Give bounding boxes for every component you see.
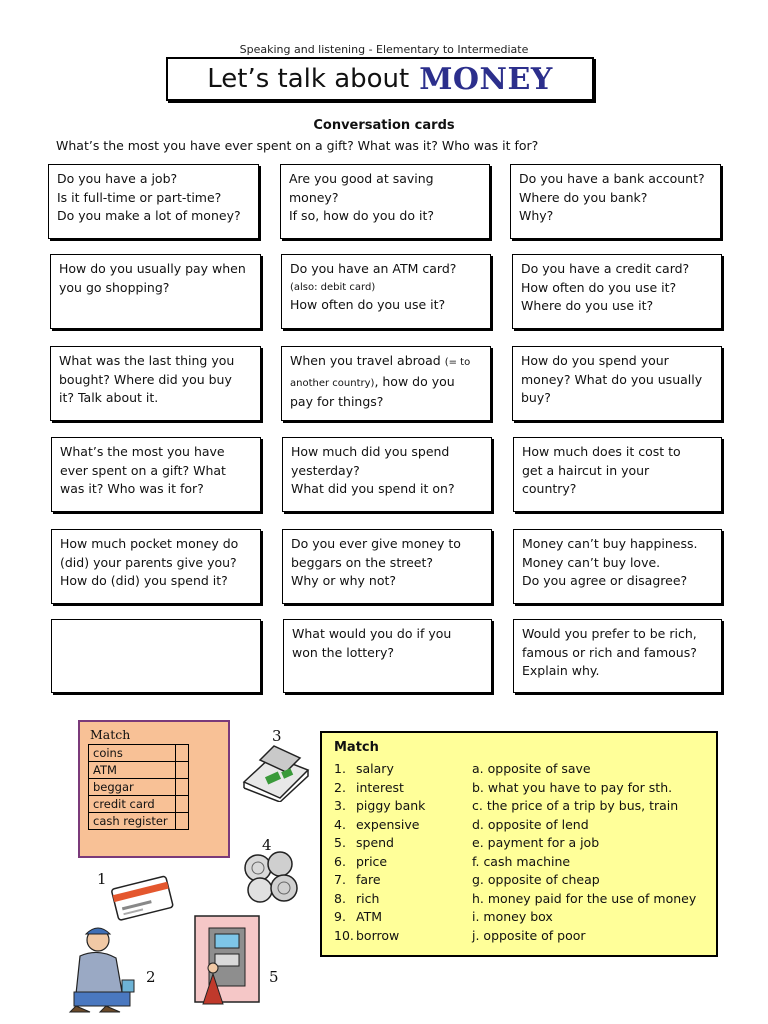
match-number: 4. <box>334 816 346 832</box>
picture-number: 3 <box>272 727 282 745</box>
match-item: coins <box>89 745 176 762</box>
beggar-icon <box>66 920 150 1016</box>
match-definition: d. opposite of lend <box>472 816 589 832</box>
conversation-card: What’s the most you have ever spent on a gift? What was it? Who was it for? <box>51 437 261 512</box>
card-note: (also: debit card) <box>290 281 376 293</box>
page-title-accent: MONEY <box>419 61 553 97</box>
match-word: salary <box>356 761 394 776</box>
card-line: Do you have an ATM card? <box>290 261 457 276</box>
picture-number: 5 <box>269 968 279 986</box>
match-definition: f. cash machine <box>472 853 571 869</box>
match-row <box>334 908 553 927</box>
match-word: borrow <box>356 927 400 943</box>
picture-number: 1 <box>97 870 107 888</box>
credit-card-icon <box>108 872 178 922</box>
match-number: 9. <box>334 909 346 924</box>
conversation-card-blank <box>51 619 261 693</box>
card-note: (= to <box>444 357 471 368</box>
conversation-card: How much does it cost to get a haircut in your country? <box>513 437 722 512</box>
match-definition: a. opposite of save <box>472 761 591 776</box>
conversation-card <box>281 346 491 421</box>
answer-cell[interactable] <box>176 762 189 779</box>
card-text: When you travel abroad <box>290 353 445 368</box>
conversation-card: Do you have a job? Is it full-time or part-time? Do you make a lot of money? <box>48 164 259 239</box>
word-match-box <box>320 731 718 957</box>
page-title: Let’s talk about <box>207 64 410 94</box>
match-row <box>334 779 672 798</box>
answer-cell[interactable] <box>176 779 189 796</box>
table-row <box>89 762 189 779</box>
match-word: rich <box>356 890 380 906</box>
conversation-card: How do you usually pay when you go shopping? <box>50 254 261 329</box>
match-row <box>334 890 696 909</box>
match-word: interest <box>356 779 404 795</box>
answer-cell[interactable] <box>176 813 189 830</box>
conversation-card: What was the last thing you bought? Where did you buy it? Talk about it. <box>50 346 261 421</box>
card-note: another country) <box>290 377 375 389</box>
match-definition: i. money box <box>472 909 553 924</box>
worksheet-subtitle: Speaking and listening - Elementary to Intermediate <box>239 43 529 56</box>
word-match-title: Match <box>334 740 379 755</box>
conversation-card <box>281 254 491 329</box>
match-definition: e. payment for a job <box>472 835 600 850</box>
conversation-card: How much pocket money do (did) your parents give you? How do (did) you spend it? <box>51 529 261 604</box>
match-item: beggar <box>89 779 176 796</box>
match-number: 7. <box>334 872 346 887</box>
match-number: 8. <box>334 890 346 906</box>
match-word: expensive <box>356 816 420 832</box>
table-row <box>89 779 189 796</box>
picture-match-box <box>78 720 230 858</box>
card-text: , how do you <box>374 373 455 389</box>
match-item: cash register <box>89 813 176 830</box>
match-number: 3. <box>334 798 346 813</box>
card-line <box>290 352 482 373</box>
match-number: 10. <box>334 927 354 943</box>
match-word: ATM <box>356 909 383 924</box>
conversation-card: Do you have a credit card? How often do you use it? Where do you use it? <box>512 254 722 329</box>
conversation-card: Do you ever give money to beggars on the street? Why or why not? <box>282 529 492 604</box>
match-row <box>334 853 570 872</box>
cash-register-icon <box>240 740 312 802</box>
match-row <box>334 927 586 946</box>
section-title: Conversation cards <box>313 118 455 133</box>
answer-cell[interactable] <box>176 745 189 762</box>
table-row <box>89 813 189 830</box>
match-definition: g. opposite of cheap <box>472 872 600 887</box>
conversation-card: What would you do if you won the lottery? <box>283 619 492 693</box>
match-definition: c. the price of a trip by bus, train <box>472 798 679 813</box>
conversation-card: How do you spend your money? What do you usually buy? <box>512 346 722 421</box>
title-box <box>166 57 594 101</box>
picture-number: 4 <box>262 836 272 854</box>
card-line: How often do you use it? <box>290 296 446 312</box>
example-question: What’s the most you have ever spent on a gift? What was it? Who was it for? <box>56 138 539 153</box>
match-number: 6. <box>334 853 346 869</box>
conversation-card: Money can’t buy happiness. Money can’t buy love. Do you agree or disagree? <box>513 529 722 604</box>
match-item: credit card <box>89 796 176 813</box>
conversation-card: Do you have a bank account? Where do you bank? Why? <box>510 164 721 239</box>
table-row <box>89 745 189 762</box>
answer-cell[interactable] <box>176 796 189 813</box>
conversation-card: How much did you spend yesterday? What did you spend it on? <box>282 437 492 512</box>
match-row <box>334 797 678 816</box>
match-number: 5. <box>334 835 346 850</box>
match-definition: b. what you have to pay for sth. <box>472 779 673 795</box>
card-line <box>290 373 482 394</box>
match-word: piggy bank <box>356 798 426 813</box>
card-line: pay for things? <box>290 394 384 409</box>
table-row <box>89 796 189 813</box>
conversation-card: Would you prefer to be rich, famous or rich and famous? Explain why. <box>513 619 722 693</box>
match-row <box>334 871 600 890</box>
conversation-card: Are you good at saving money? If so, how do you do it? <box>280 164 490 239</box>
picture-match-title: Match <box>90 727 131 742</box>
picture-match-table <box>88 744 189 830</box>
coins-icon <box>238 848 302 906</box>
match-item: ATM <box>89 762 176 779</box>
match-word: spend <box>356 835 394 850</box>
match-number: 2. <box>334 779 346 795</box>
match-row <box>334 834 599 853</box>
match-row <box>334 816 589 835</box>
match-number: 1. <box>334 761 346 776</box>
match-word: fare <box>356 872 381 887</box>
atm-icon <box>193 914 263 1006</box>
match-word: price <box>356 853 388 869</box>
match-definition: h. money paid for the use of money <box>472 890 697 906</box>
match-row <box>334 760 591 779</box>
match-definition: j. opposite of poor <box>472 927 586 943</box>
picture-number: 2 <box>146 968 156 986</box>
